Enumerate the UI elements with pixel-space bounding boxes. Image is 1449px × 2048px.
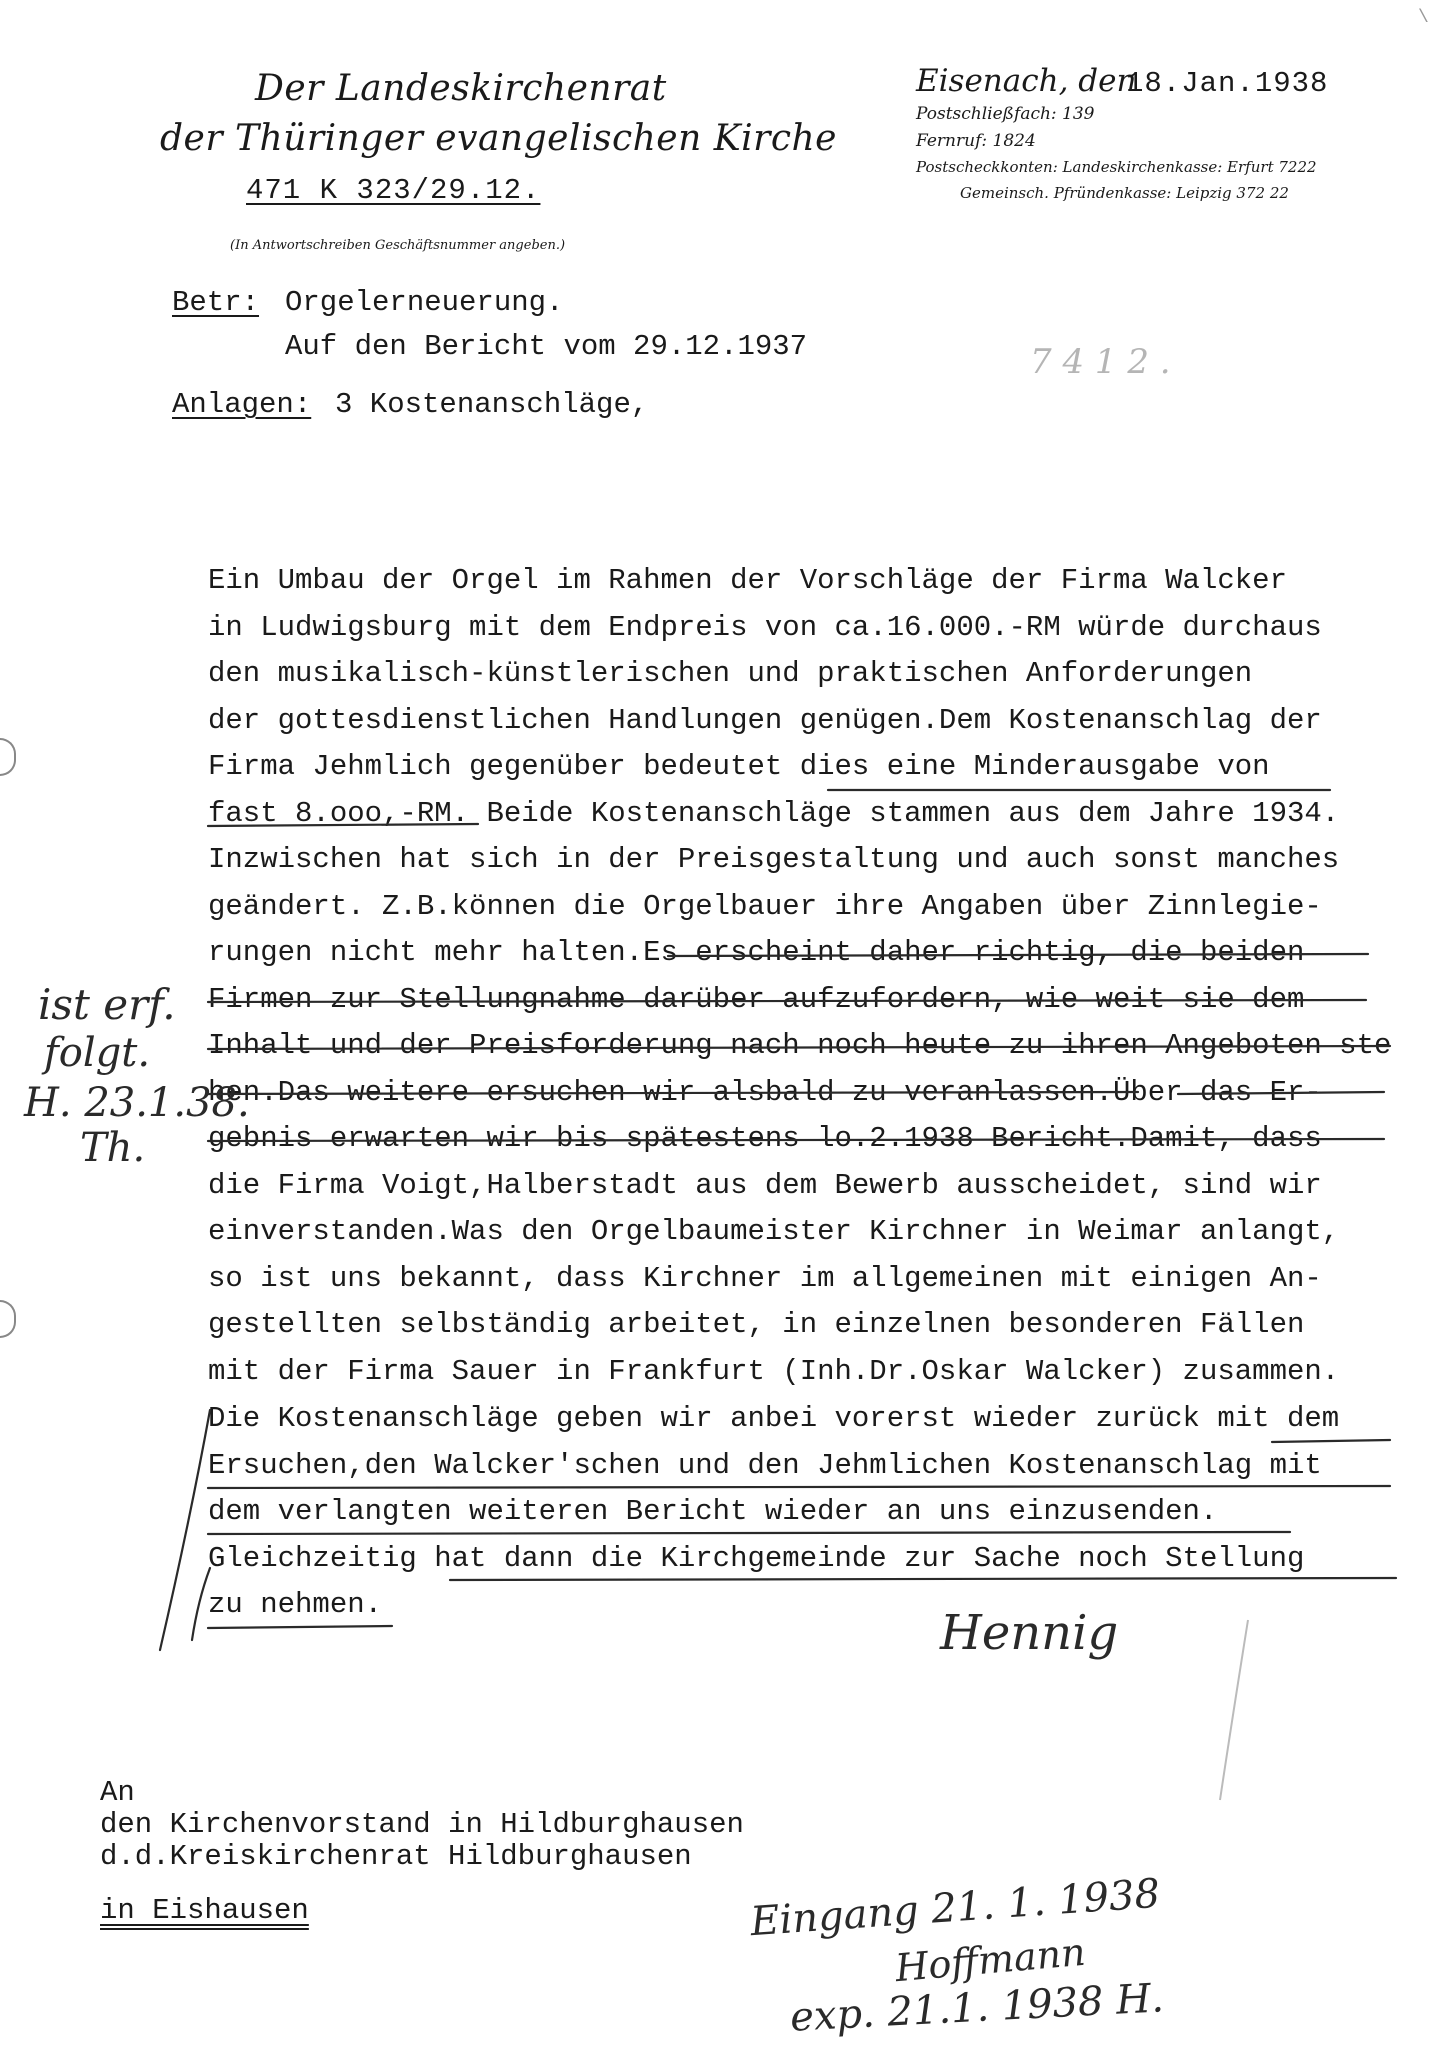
margin-note-line: folgt. bbox=[44, 1030, 151, 1076]
underline-stroke bbox=[208, 1532, 1290, 1534]
body-line: Die Kostenanschläge geben wir anbei vorerst wieder zurück mit dem bbox=[208, 1402, 1340, 1435]
underline-stroke bbox=[208, 1139, 1384, 1141]
bank-accounts-line-2: Gemeinsch. Pfründenkasse: Leipzig 372 22 bbox=[960, 184, 1289, 202]
margin-note-line: ist erf. bbox=[38, 980, 176, 1029]
body-line: Firmen zur Stellungnahme darüber aufzufordern, wie weit sie dem bbox=[208, 982, 1305, 1016]
body-line: einverstanden.Was den Orgelbaumeister Kirchner in Weimar anlangt, bbox=[208, 1215, 1340, 1248]
page-corner-mark: \ bbox=[1418, 8, 1429, 28]
underline-stroke bbox=[208, 1046, 1390, 1049]
reference-number: 471 K 323/29.12. bbox=[246, 174, 541, 207]
receipt-note: Eingang 21. 1. 1938 bbox=[748, 1870, 1162, 1946]
body-line: Firma Jehmlich gegenüber bedeutet dies eine Minderausgabe von bbox=[208, 750, 1270, 783]
attachments-text: 3 Kostenanschläge, bbox=[335, 388, 649, 421]
body-line: zu nehmen. bbox=[208, 1588, 383, 1621]
letterhead-org-subtitle: der Thüringer evangelischen Kirche bbox=[160, 118, 837, 159]
pencil-stroke bbox=[1220, 1620, 1248, 1800]
address-line: in Eishausen bbox=[100, 1894, 309, 1927]
pencil-mark: 7 4 1 2 . bbox=[1030, 342, 1171, 382]
underline-stroke bbox=[208, 1486, 1390, 1488]
underline-stroke bbox=[668, 954, 1368, 956]
underline-stroke bbox=[1272, 1440, 1390, 1442]
underline-stroke bbox=[208, 1626, 392, 1628]
body-line: in Ludwigsburg mit dem Endpreis von ca.16.000.-RM würde durchaus bbox=[208, 610, 1322, 644]
subject-text: Orgelerneuerung. bbox=[285, 286, 564, 319]
body-line: rungen nicht mehr halten.Es erscheint daher richtig, die beiden bbox=[208, 936, 1305, 969]
signature: Hennig bbox=[940, 1605, 1119, 1661]
body-line: Gleichzeitig hat dann die Kirchgemeinde zur Sache noch Stellung bbox=[208, 1541, 1305, 1575]
body-line: dem verlangten weiteren Bericht wieder an uns einzusenden. bbox=[208, 1495, 1218, 1528]
underline-stroke bbox=[208, 1000, 1366, 1002]
body-line: Inzwischen hat sich in der Preisgestaltung und auch sonst manches bbox=[208, 843, 1340, 876]
margin-bracket-stroke bbox=[192, 1568, 210, 1640]
body-line: mit der Firma Sauer in Frankfurt (Inh.Dr.Oskar Walcker) zusammen. bbox=[208, 1354, 1340, 1388]
attachments-label: Anlagen: bbox=[172, 388, 312, 421]
subject-label: Betr: bbox=[172, 286, 260, 319]
body-line: gebnis erwarten wir bis spätestens lo.2.1938 Bericht.Damit, dass bbox=[208, 1122, 1322, 1155]
letter-place: Eisenach, den bbox=[916, 63, 1137, 99]
body-line: Inhalt und der Preisforderung nach noch heute zu ihren Angeboten ste bbox=[208, 1029, 1392, 1062]
report-reference: Auf den Bericht vom 29.12.1937 bbox=[285, 330, 808, 363]
letter-date: 18.Jan.1938 bbox=[1126, 67, 1329, 100]
receipt-signature: Hoffmann bbox=[893, 1929, 1088, 1991]
letterhead-org-name: Der Landeskirchenrat bbox=[255, 68, 667, 109]
dispatch-note: exp. 21.1. 1938 H. bbox=[789, 1975, 1165, 2041]
body-line: gestellten selbständig arbeitet, in einzelnen besonderen Fällen bbox=[208, 1308, 1305, 1341]
margin-note-line: Th. bbox=[80, 1125, 146, 1171]
body-line: die Firma Voigt,Halberstadt aus dem Bewerb ausscheidet, sind wir bbox=[208, 1168, 1322, 1202]
postfach-line: Postschließfach: 139 bbox=[916, 104, 1095, 124]
address-line: d.d.Kreiskirchenrat Hildburghausen bbox=[100, 1840, 692, 1873]
body-line: geändert. Z.B.können die Orgelbauer ihre Angaben über Zinnlegie- bbox=[208, 889, 1322, 923]
bank-accounts-line: Postscheckkonten: Landeskirchenkasse: Erfurt 7222 bbox=[916, 158, 1317, 176]
body-line: Ein Umbau der Orgel im Rahmen der Vorschläge der Firma Walcker bbox=[208, 564, 1287, 597]
body-line: den musikalisch-künstlerischen und praktischen Anforderungen bbox=[208, 657, 1253, 690]
margin-note-line: H. 23.1.38. bbox=[24, 1080, 250, 1126]
address-an: An bbox=[100, 1776, 135, 1809]
underline-stroke bbox=[208, 824, 478, 826]
address-line: den Kirchenvorstand in Hildburghausen bbox=[100, 1808, 744, 1841]
body-line: fast 8.ooo,-RM. Beide Kostenanschläge stammen aus dem Jahre 1934. bbox=[208, 796, 1340, 830]
body-line: Ersuchen,den Walcker'schen und den Jehmlichen Kostenanschlag mit bbox=[208, 1448, 1322, 1482]
reference-note: (In Antwortschreiben Geschäftsnummer angeben.) bbox=[230, 238, 566, 253]
body-line: so ist uns bekannt, dass Kirchner im allgemeinen mit einigen An- bbox=[208, 1261, 1322, 1295]
margin-bracket-stroke bbox=[160, 1410, 210, 1650]
body-line: der gottesdienstlichen Handlungen genügen.Dem Kostenanschlag der bbox=[208, 703, 1322, 737]
phone-line: Fernruf: 1824 bbox=[916, 131, 1036, 151]
underline-stroke bbox=[450, 1578, 1396, 1580]
underline-stroke bbox=[208, 1092, 1384, 1094]
body-line: hen.Das weitere ersuchen wir alsbald zu veranlassen.Über das Er- bbox=[208, 1075, 1322, 1109]
